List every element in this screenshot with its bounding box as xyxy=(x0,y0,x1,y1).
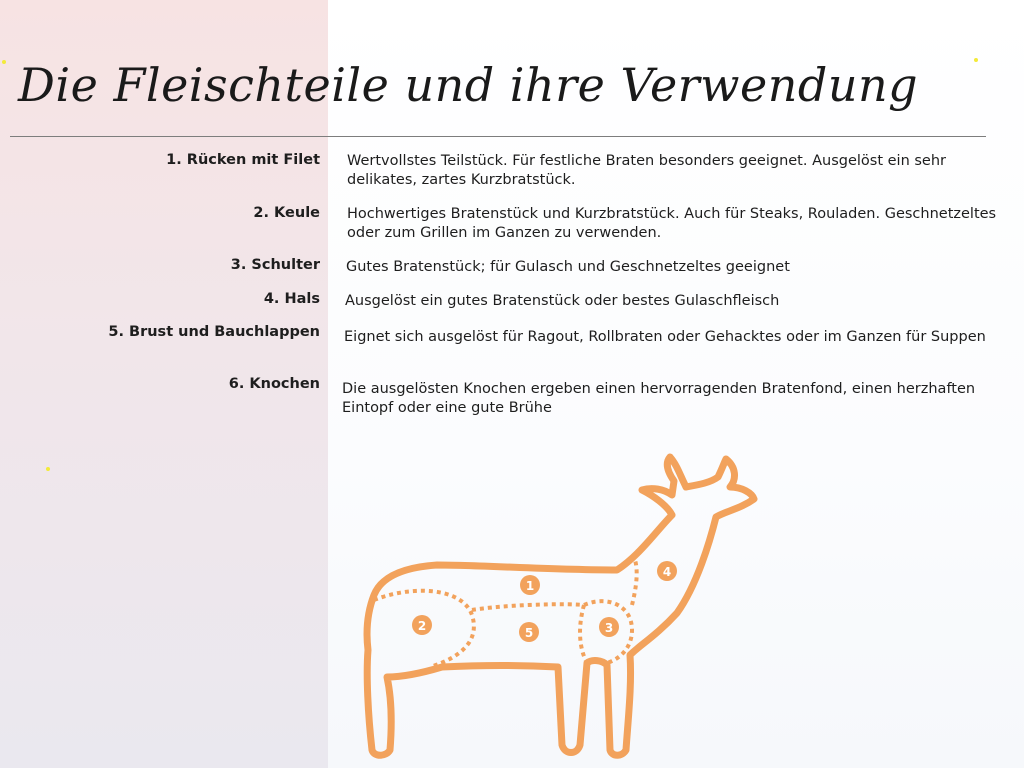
marker-number: 2 xyxy=(417,619,427,633)
title-divider xyxy=(10,136,986,137)
marker-5 xyxy=(519,622,539,642)
speck xyxy=(46,467,50,471)
cut-description: Wertvollstes Teilstück. Für festliche Braten besonders geeignet. Ausgelöst ein sehr delikates, zartes Kurzbratstück. xyxy=(347,153,946,188)
cut-label: 6. Knochen xyxy=(228,376,320,392)
cut-label: 1. Rücken mit Filet xyxy=(166,152,320,168)
marker-1 xyxy=(520,575,540,595)
marker-number: 3 xyxy=(604,621,614,635)
speck xyxy=(2,60,6,64)
marker-number: 4 xyxy=(662,565,672,579)
cut-label: 3. Schulter xyxy=(230,257,320,273)
deer-cut-diagram xyxy=(322,445,772,765)
cut-description: Ausgelöst ein gutes Bratenstück oder bestes Gulaschfleisch xyxy=(345,293,780,309)
marker-number: 5 xyxy=(524,626,534,640)
cut-description: Gutes Bratenstück; für Gulasch und Geschnetzeltes geeignet xyxy=(346,259,790,275)
cut-line-neck xyxy=(632,560,637,605)
cut-label: 2. Keule xyxy=(253,205,320,221)
page-title: Die Fleischteile und ihre Verwendung xyxy=(18,58,919,112)
cut-description: Eignet sich ausgelöst für Ragout, Rollbraten oder Gehacktes oder im Ganzen für Suppen xyxy=(344,329,986,345)
cut-line-back xyxy=(472,604,584,610)
cut-description: Hochwertiges Bratenstück und Kurzbratstück. Auch für Steaks, Rouladen. Geschnetzeltes oder zum Grillen im Ganzen zu verwenden. xyxy=(347,206,997,241)
cut-line-belly xyxy=(580,605,587,663)
marker-4 xyxy=(657,561,677,581)
marker-2 xyxy=(412,615,432,635)
marker-number: 1 xyxy=(525,579,535,593)
cut-label: 4. Hals xyxy=(263,291,320,307)
cut-description: Die ausgelösten Knochen ergeben einen hervorragenden Bratenfond, einen herzhaften Eintopf oder eine gute Brühe xyxy=(342,381,976,416)
marker-3 xyxy=(599,617,619,637)
cut-label: 5. Brust und Bauchlappen xyxy=(108,324,320,340)
